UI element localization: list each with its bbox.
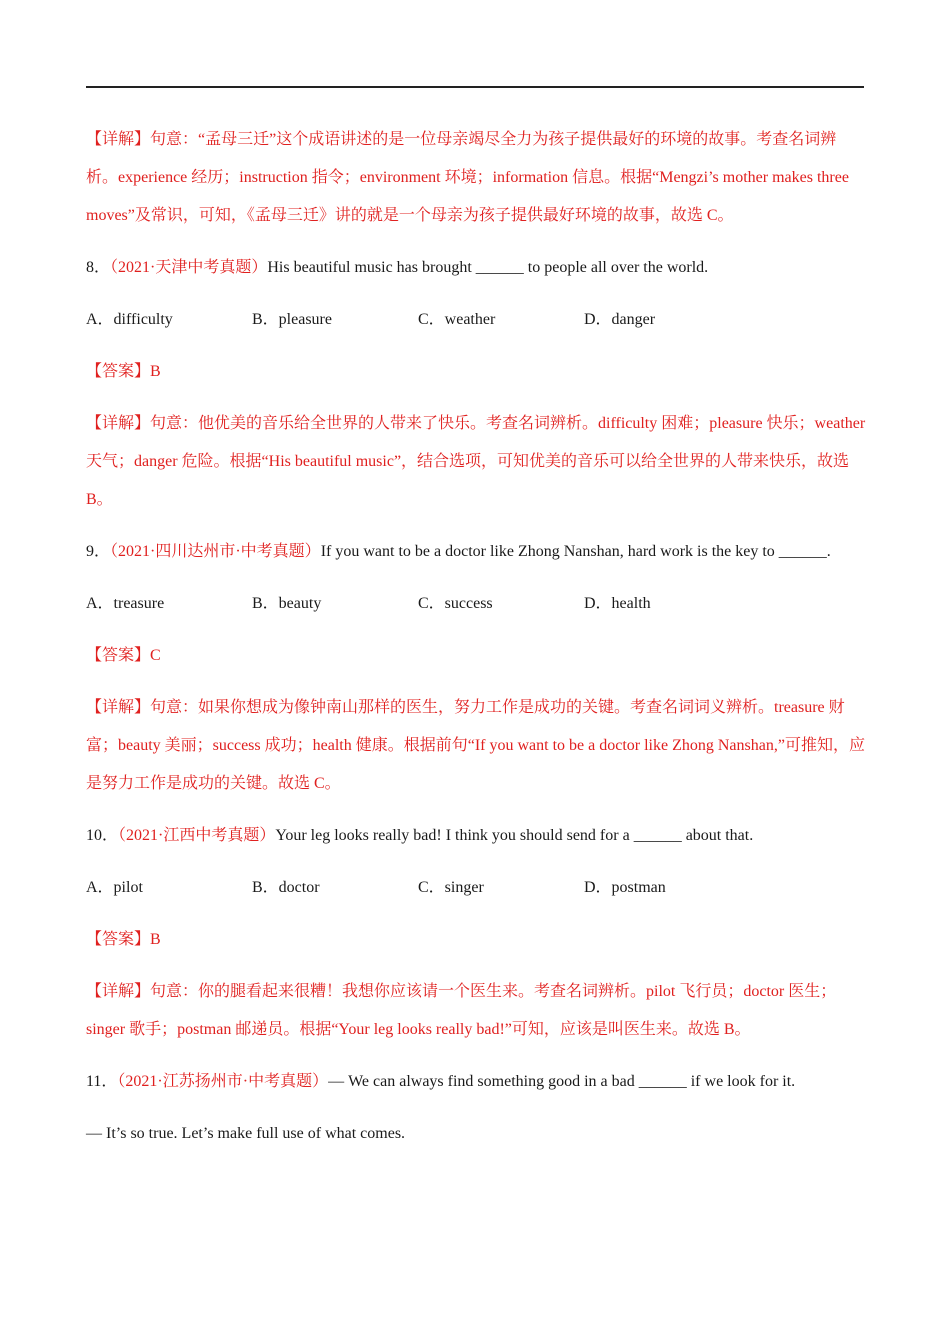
q9-stem [86, 533, 866, 571]
q8-options [86, 301, 866, 339]
q9-option-d: D．health [584, 595, 651, 612]
q9-answer: 【答案】C [86, 647, 161, 664]
q8-option-d: D．danger [584, 311, 656, 328]
q8-stem [86, 249, 866, 287]
q9-option-c: C．success [418, 595, 493, 612]
q9-option-a: A．treasure [86, 595, 165, 612]
q8-number: 8． [86, 259, 111, 276]
q9-number: 9． [86, 543, 111, 560]
q11-source: （2021·江苏扬州市·中考真题） [117, 1073, 329, 1090]
q11-reply: — It’s so true. Let’s make full use of what comes. [86, 1125, 406, 1142]
q11-number: 11． [86, 1073, 118, 1090]
q10-option-a: A．pilot [86, 879, 143, 896]
q10-stem [86, 817, 866, 855]
q8-option-a: A．difficulty [86, 311, 173, 328]
q8-question: His beautiful music has brought ______ to people all over the world. [267, 259, 709, 276]
q10-question: Your leg looks really bad! I think you should send for a ______ about that. [275, 827, 754, 844]
q10-option-c: C．singer [418, 879, 484, 896]
q10-option-d: D．postman [584, 879, 666, 896]
q8-source: （2021·天津中考真题） [110, 259, 268, 276]
q11-question: — We can always find something good in a bad ______ if we look for it. [328, 1073, 796, 1090]
q9-option-b: B．beauty [252, 595, 322, 612]
q9-options [86, 585, 866, 623]
q8-answer: 【答案】B [86, 363, 161, 380]
q8-detail: 【详解】句意：他优美的音乐给全世界的人带来了快乐。考查名词辨析。difficulty 困难；pleasure 快乐；weather 天气；danger 危险。根据“His beautiful music”，结合选项，可知优美的音乐可以给全世界的人带来快乐，故选 B。 [86, 415, 866, 508]
q10-source: （2021·江西中考真题） [118, 827, 276, 844]
q9-source: （2021·四川达州市·中考真题） [110, 543, 321, 560]
q10-detail: 【详解】句意：你的腿看起来很糟！我想你应该请一个医生来。考查名词辨析。pilot 飞行员；doctor 医生；singer 歌手；postman 邮递员。根据“Your leg looks really bad!”可知，应该是叫医生来。故选 B。 [86, 983, 837, 1038]
q9-detail: 【详解】句意：如果你想成为像钟南山那样的医生，努力工作是成功的关键。考查名词词义辨析。treasure 财富；beauty 美丽；success 成功；health 健康。根据前句“If you want to be a doctor like Zhong Nanshan,”可推知，应是努力工作是成功的关键。故选 C。 [86, 699, 865, 792]
q8-option-c: C．weather [418, 311, 496, 328]
q11-stem [86, 1063, 866, 1101]
header-rule [86, 86, 864, 88]
q10-options [86, 869, 866, 907]
q10-answer: 【答案】B [86, 931, 161, 948]
document-body [86, 121, 866, 1167]
q10-number: 10． [86, 827, 119, 844]
q8-option-b: B．pleasure [252, 311, 332, 328]
q10-option-b: B．doctor [252, 879, 320, 896]
q9-question: If you want to be a doctor like Zhong Nanshan, hard work is the key to ______. [320, 543, 831, 560]
q7-detail: 【详解】句意：“孟母三迁”这个成语讲述的是一位母亲竭尽全力为孩子提供最好的环境的故事。考查名词辨析。experience 经历；instruction 指令；environment 环境；information 信息。根据“Mengzi’s mother makes three moves”及常识，可知，《孟母三迁》讲的就是一个母亲为孩子提供最好环境的故事，故选 C。 [86, 131, 849, 224]
